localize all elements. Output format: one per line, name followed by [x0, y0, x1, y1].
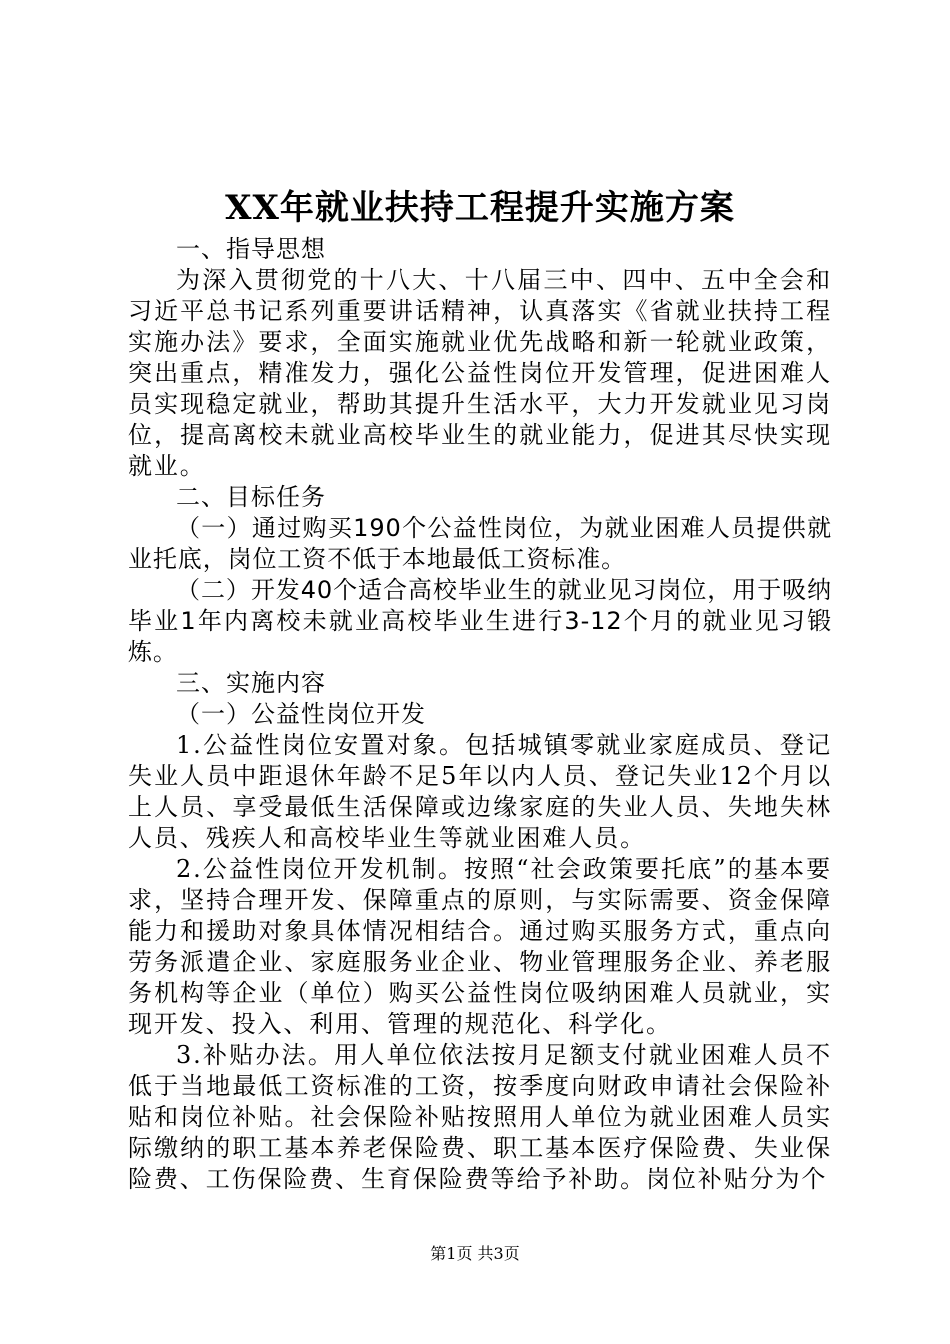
section-heading-guiding-ideology: 一、指导思想 — [176, 235, 326, 263]
subsection-heading-public-welfare-jobs: （一）公益性岗位开发 — [176, 700, 426, 728]
paragraph-item-3: 3.补贴办法。用人单位依法按月足额支付就业困难人员不低于当地最低工资标准的工资，按季度向财政申请社会保险补贴和岗位补贴。社会保险补贴按照用人单位为就业困难人员实际缴纳的职工基本养老保险费、职工基本医疗保险费、失业保险费、工伤保险费、生育保险费等给予补助。岗位补贴分为个 — [128, 1041, 832, 1193]
paragraph-goal-2: （二）开发40个适合高校毕业生的就业见习岗位，用于吸纳毕业1年内离校未就业高校毕业生进行3-12个月的就业见习锻炼。 — [128, 576, 832, 666]
paragraph-guiding-ideology: 为深入贯彻党的十八大、十八届三中、四中、五中全会和习近平总书记系列重要讲话精神，认真落实《省就业扶持工程实施办法》要求，全面实施就业优先战略和新一轮就业政策，突出重点，精准发力，强化公益性岗位开发管理，促进困难人员实现稳定就业，帮助其提升生活水平，大力开发就业见习岗位，提高离校未就业高校毕业生的就业能力，促进其尽快实现就业。 — [128, 266, 832, 480]
document-title: XX年就业扶持工程提升实施方案 — [225, 188, 735, 228]
document-page — [128, 182, 832, 1195]
section-heading-implementation: 三、实施内容 — [176, 669, 326, 697]
paragraph-item-1: 1.公益性岗位安置对象。包括城镇零就业家庭成员、登记失业人员中距退休年龄不足5年以内人员、登记失业12个月以上人员、享受最低生活保障或边缘家庭的失业人员、失地失林人员、残疾人和高校毕业生等就业困难人员。 — [128, 731, 832, 852]
section-heading-objectives: 二、目标任务 — [176, 483, 326, 511]
paragraph-item-2: 2.公益性岗位开发机制。按照“社会政策要托底”的基本要求，坚持合理开发、保障重点的原则，与实际需要、资金保障能力和援助对象具体情况相结合。通过购买服务方式，重点向劳务派遣企业、家庭服务业企业、物业管理服务企业、养老服务机构等企业（单位）购买公益性岗位吸纳困难人员就业，实现开发、投入、利用、管理的规范化、科学化。 — [128, 855, 832, 1038]
page-indicator: 第1页 共3页 — [430, 1244, 520, 1263]
paragraph-goal-1: （一）通过购买190个公益性岗位，为就业困难人员提供就业托底，岗位工资不低于本地最低工资标准。 — [128, 514, 832, 573]
